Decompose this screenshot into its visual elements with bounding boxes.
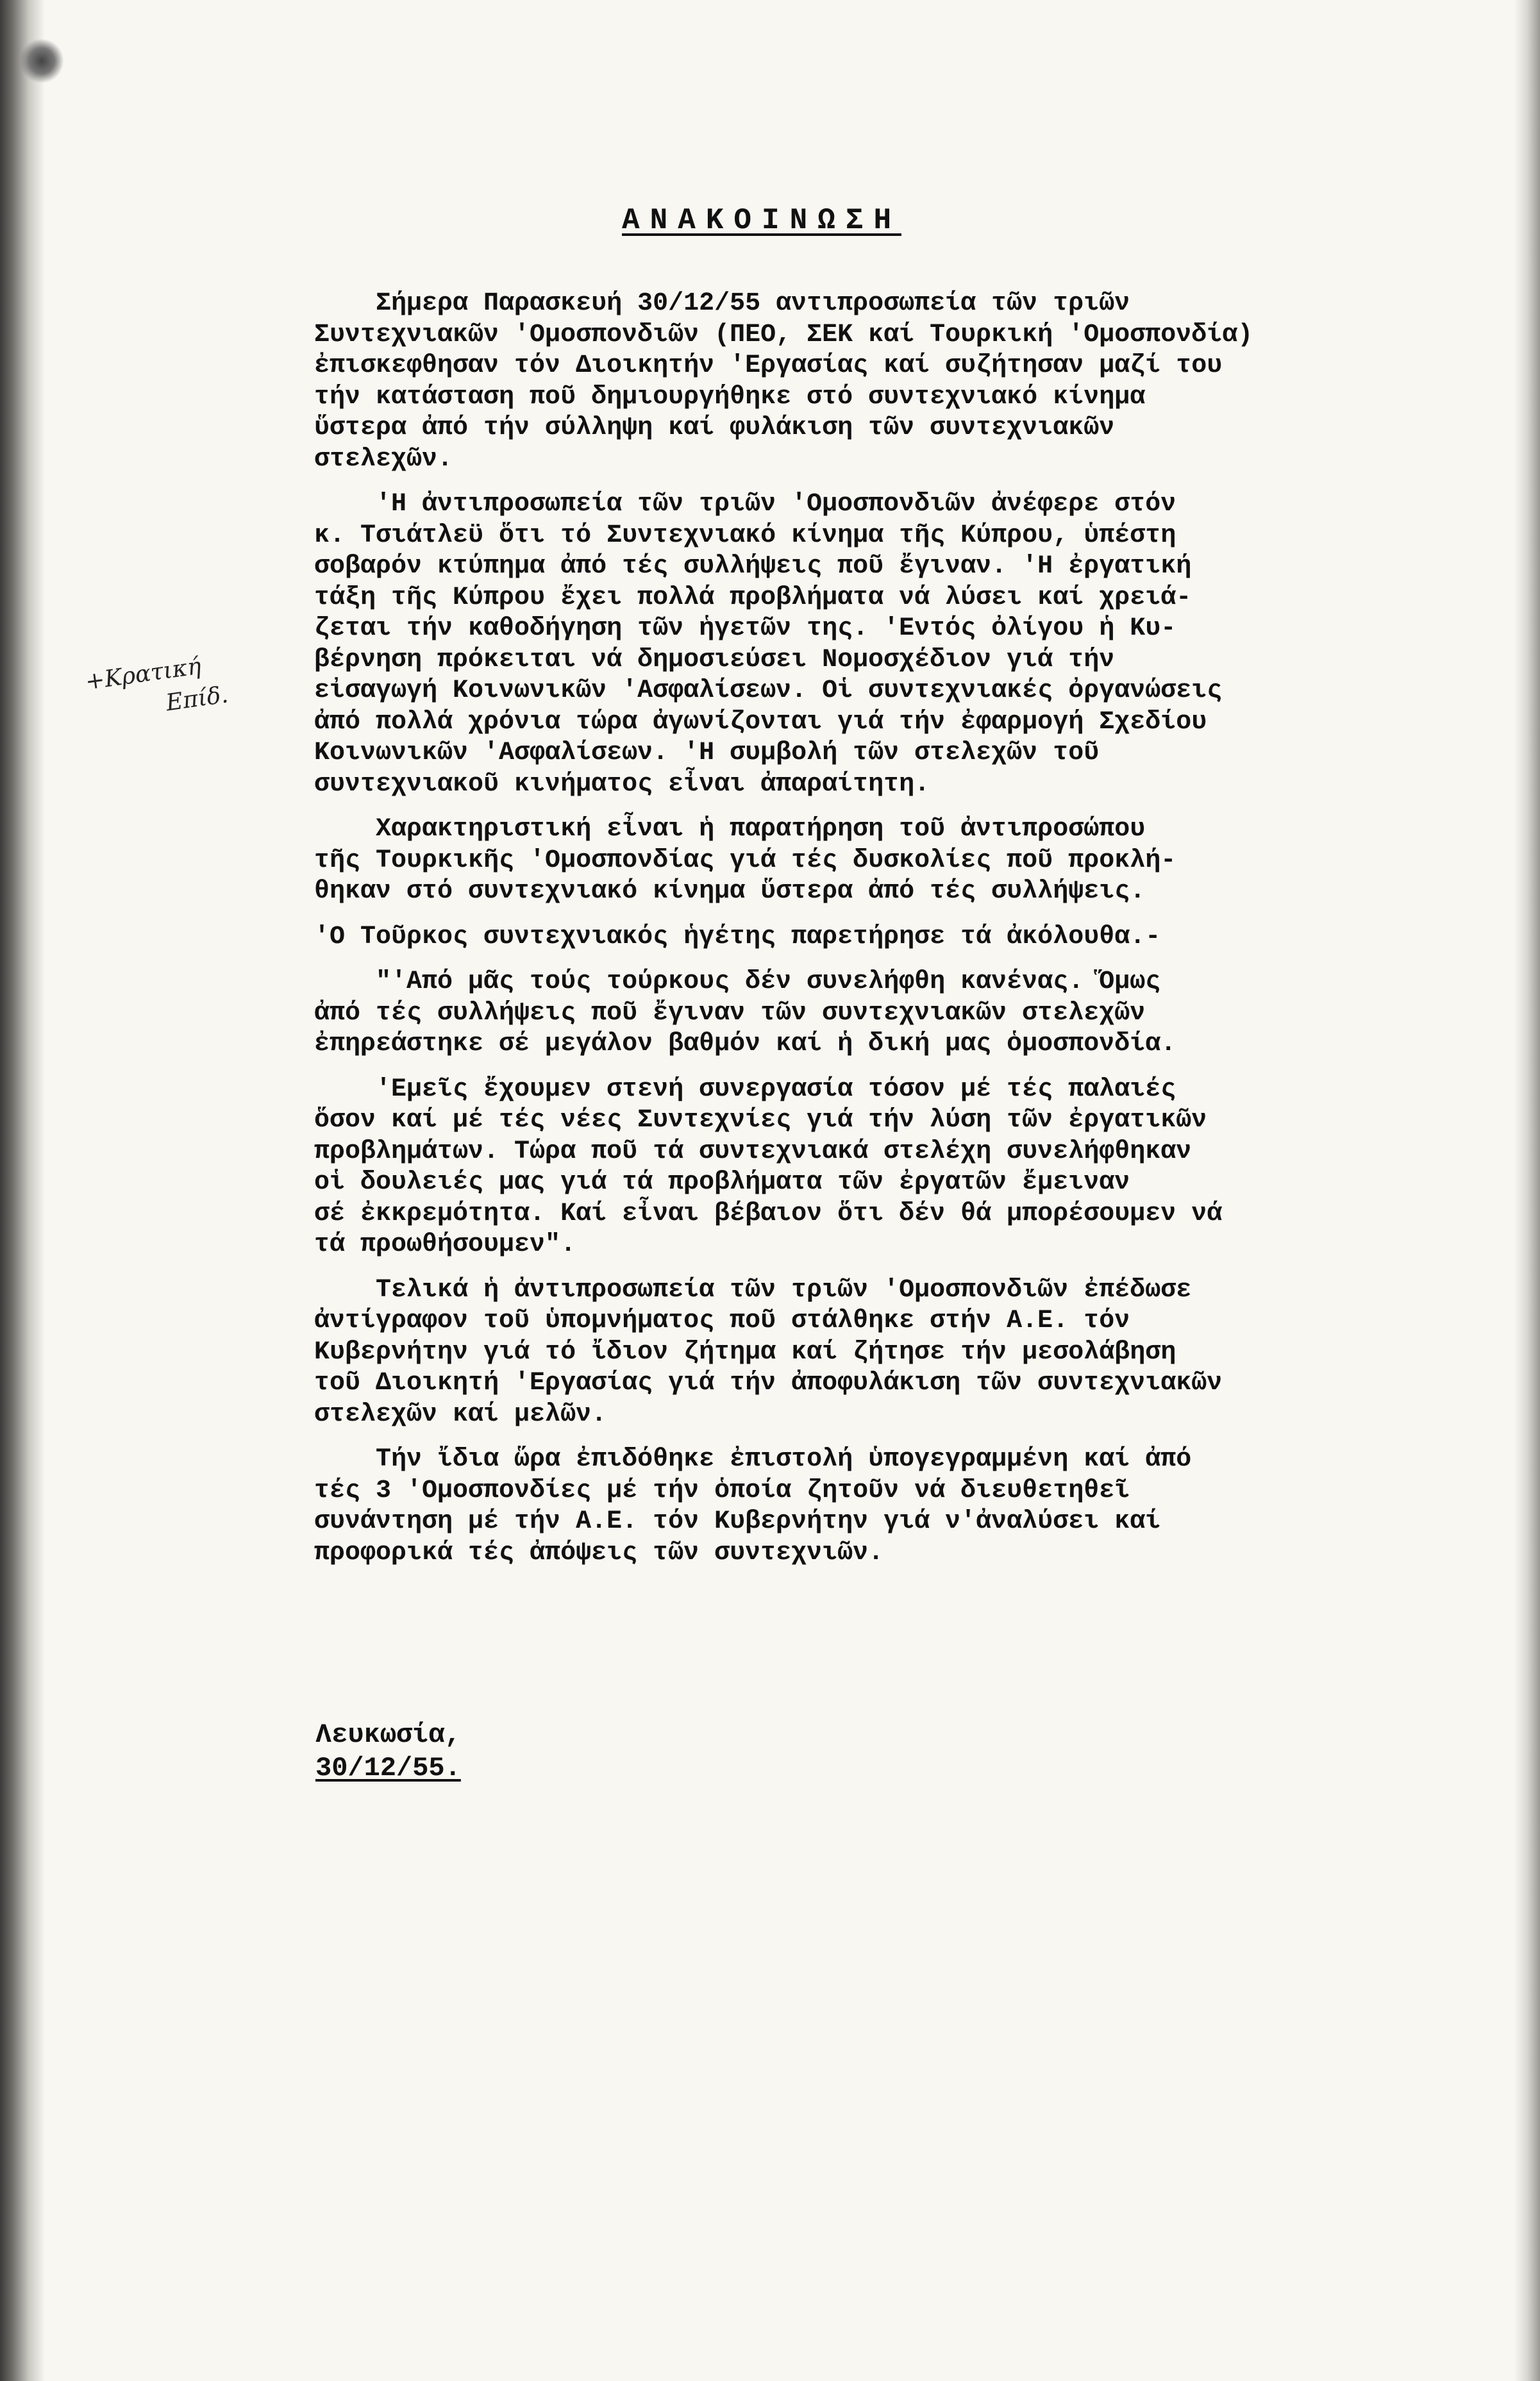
- text-line: σέ ἐκκρεμότητα. Καί εἶναι βέβαιον ὅτι δέν θά μπορέσουμεν νά: [314, 1199, 1223, 1228]
- text-line: ἀπό τές συλλήψεις ποῦ ἔγιναν τῶν συντεχνιακῶν στελεχῶν: [314, 998, 1146, 1028]
- text-line: τῆς Τουρκικῆς 'Ομοσπονδίας γιά τές δυσκολίες ποῦ προκλή-: [314, 846, 1176, 875]
- signoff-date: 30/12/55.: [315, 1753, 461, 1784]
- text-line: Χαρακτηριστική εἶναι ἡ παρατήρηση τοῦ ἀντιπροσώπου: [314, 815, 1146, 844]
- text-line: "'Από μᾶς τούς τούρκους δέν συνελήφθη κανένας. Ὅμως: [314, 967, 1161, 996]
- signoff: [315, 1718, 461, 1785]
- text-line: συντεχνιακοῦ κινήματος εἶναι ἀπαραίτητη.: [314, 769, 930, 799]
- text-line: Τήν ἴδια ὥρα ἐπιδόθηκε ἐπιστολή ὑπογεγραμμένη καί ἀπό: [314, 1445, 1192, 1474]
- text-line: προβλημάτων. Τώρα ποῦ τά συντεχνιακά στελέχη συνελήφθηκαν: [314, 1137, 1192, 1166]
- text-line: 'Ο Τοῦρκος συντεχνιακός ἡγέτης παρετήρησε τά ἀκόλουθα.-: [314, 922, 1161, 951]
- text-line: Σήμερα Παρασκευή 30/12/55 αντιπροσωπεία τῶν τριῶν: [314, 289, 1130, 318]
- text-line: Κοινωνικῶν 'Ασφαλίσεων. 'Η συμβολή τῶν στελεχῶν τοῦ: [314, 739, 1100, 767]
- text-line: ὅσον καί μέ τές νέες Συντεχνίες γιά τήν λύση τῶν ἐργατικῶν: [314, 1106, 1207, 1135]
- paragraph: [314, 1074, 1455, 1261]
- text-line: βέρνηση πρόκειται νά δημοσιεύσει Νομοσχέδιον γιά τήν: [314, 645, 1115, 674]
- text-line: τήν κατάσταση ποῦ δημιουργήθηκε στό συντεχνιακό κίνημα: [314, 382, 1146, 412]
- scan-smudge: [19, 38, 64, 83]
- margin-note-line-2: Επίδ.: [164, 681, 230, 717]
- text-line: ἐπισκεφθησαν τόν Διοικητήν 'Εργασίας καί συζήτησαν μαζί του: [314, 351, 1223, 380]
- paragraph: [314, 1275, 1455, 1431]
- text-line: 'Εμεῖς ἔχουμεν στενή συνεργασία τόσον μέ τές παλαιές: [314, 1074, 1176, 1104]
- signoff-place: Λευκωσία,: [315, 1719, 461, 1750]
- text-line: τοῦ Διοικητή 'Εργασίας γιά τήν ἀποφυλάκιση τῶν συντεχνιακῶν: [314, 1369, 1223, 1398]
- paragraph: [314, 288, 1455, 475]
- paragraph: [314, 489, 1455, 800]
- margin-note-line-1: +Κρατική: [83, 653, 203, 696]
- text-line: ὕστερα ἀπό τήν σύλληψη καί φυλάκιση τῶν συντεχνιακῶν: [314, 414, 1115, 442]
- scan-edge-left: [0, 0, 45, 2381]
- text-line: στελεχῶν.: [314, 444, 453, 474]
- text-line: κ. Τσιάτλεϋ ὅτι τό Συντεχνιακό κίνημα τῆς Κύπρου, ὑπέστη: [314, 521, 1176, 550]
- scan-edge-right: [1514, 0, 1540, 2381]
- text-line: σοβαρόν κτύπημα ἀπό τές συλλήψεις ποῦ ἔγιναν. 'Η ἐργατική: [314, 552, 1192, 581]
- text-line: θηκαν στό συντεχνιακό κίνημα ὕστερα ἀπό τές συλλήψεις.: [314, 877, 1146, 906]
- text-line: τάξη τῆς Κύπρου ἔχει πολλά προβλήματα νά λύσει καί χρειά-: [314, 583, 1192, 612]
- paragraph: [314, 814, 1455, 908]
- text-line: 'Η ἀντιπροσωπεία τῶν τριῶν 'Ομοσπονδιῶν ἀνέφερε στόν: [314, 490, 1176, 519]
- text-line: προφορικά τές ἀπόψεις τῶν συντεχνιῶν.: [314, 1538, 884, 1567]
- text-line: τά προωθήσουμεν".: [314, 1230, 576, 1259]
- text-line: Συντεχνιακῶν 'Ομοσπονδιῶν (ΠΕΟ, ΣΕΚ καί Τουρκική 'Ομοσπονδία): [314, 320, 1253, 349]
- paragraph: [314, 967, 1455, 1060]
- text-line: ζεται τήν καθοδήγηση τῶν ἡγετῶν της. 'Εντός ὀλίγου ἡ Κυ-: [314, 614, 1176, 643]
- paragraph: [314, 1444, 1455, 1569]
- document-body: [314, 288, 1455, 1569]
- text-line: τές 3 'Ομοσπονδίες μέ τήν ὁποία ζητοῦν νά διευθετηθεῖ: [314, 1476, 1130, 1505]
- text-line: ἀντίγραφον τοῦ ὑπομνήματος ποῦ στάλθηκε στήν Α.Ε. τόν: [314, 1307, 1130, 1335]
- document-title: ΑΝΑΚΟΙΝΩΣΗ: [622, 204, 902, 237]
- handwritten-margin-note: [83, 647, 230, 730]
- text-line: ἐπηρεάστηκε σέ μεγάλον βαθμόν καί ἡ δική μας ὁμοσπονδία.: [314, 1030, 1176, 1058]
- text-line: στελεχῶν καί μελῶν.: [314, 1399, 607, 1429]
- text-line: Κυβερνήτην γιά τό ἴδιον ζήτημα καί ζήτησε τήν μεσολάβηση: [314, 1337, 1176, 1367]
- text-line: ἀπό πολλά χρόνια τώρα ἀγωνίζονται γιά τήν ἐφαρμογή Σχεδίου: [314, 707, 1207, 737]
- text-line: συνάντηση μέ τήν Α.Ε. τόν Κυβερνήτην γιά ν'ἀναλύσει καί: [314, 1507, 1161, 1536]
- paragraph: [314, 922, 1455, 953]
- text-line: οἱ δουλειές μας γιά τά προβλήματα τῶν ἐργατῶν ἔμειναν: [314, 1168, 1130, 1197]
- text-line: εἰσαγωγή Κοινωνικῶν 'Ασφαλίσεων. Οἱ συντεχνιακές ὀργανώσεις: [314, 676, 1223, 705]
- text-line: Τελικά ἡ ἀντιπροσωπεία τῶν τριῶν 'Ομοσπονδιῶν ἐπέδωσε: [314, 1275, 1192, 1305]
